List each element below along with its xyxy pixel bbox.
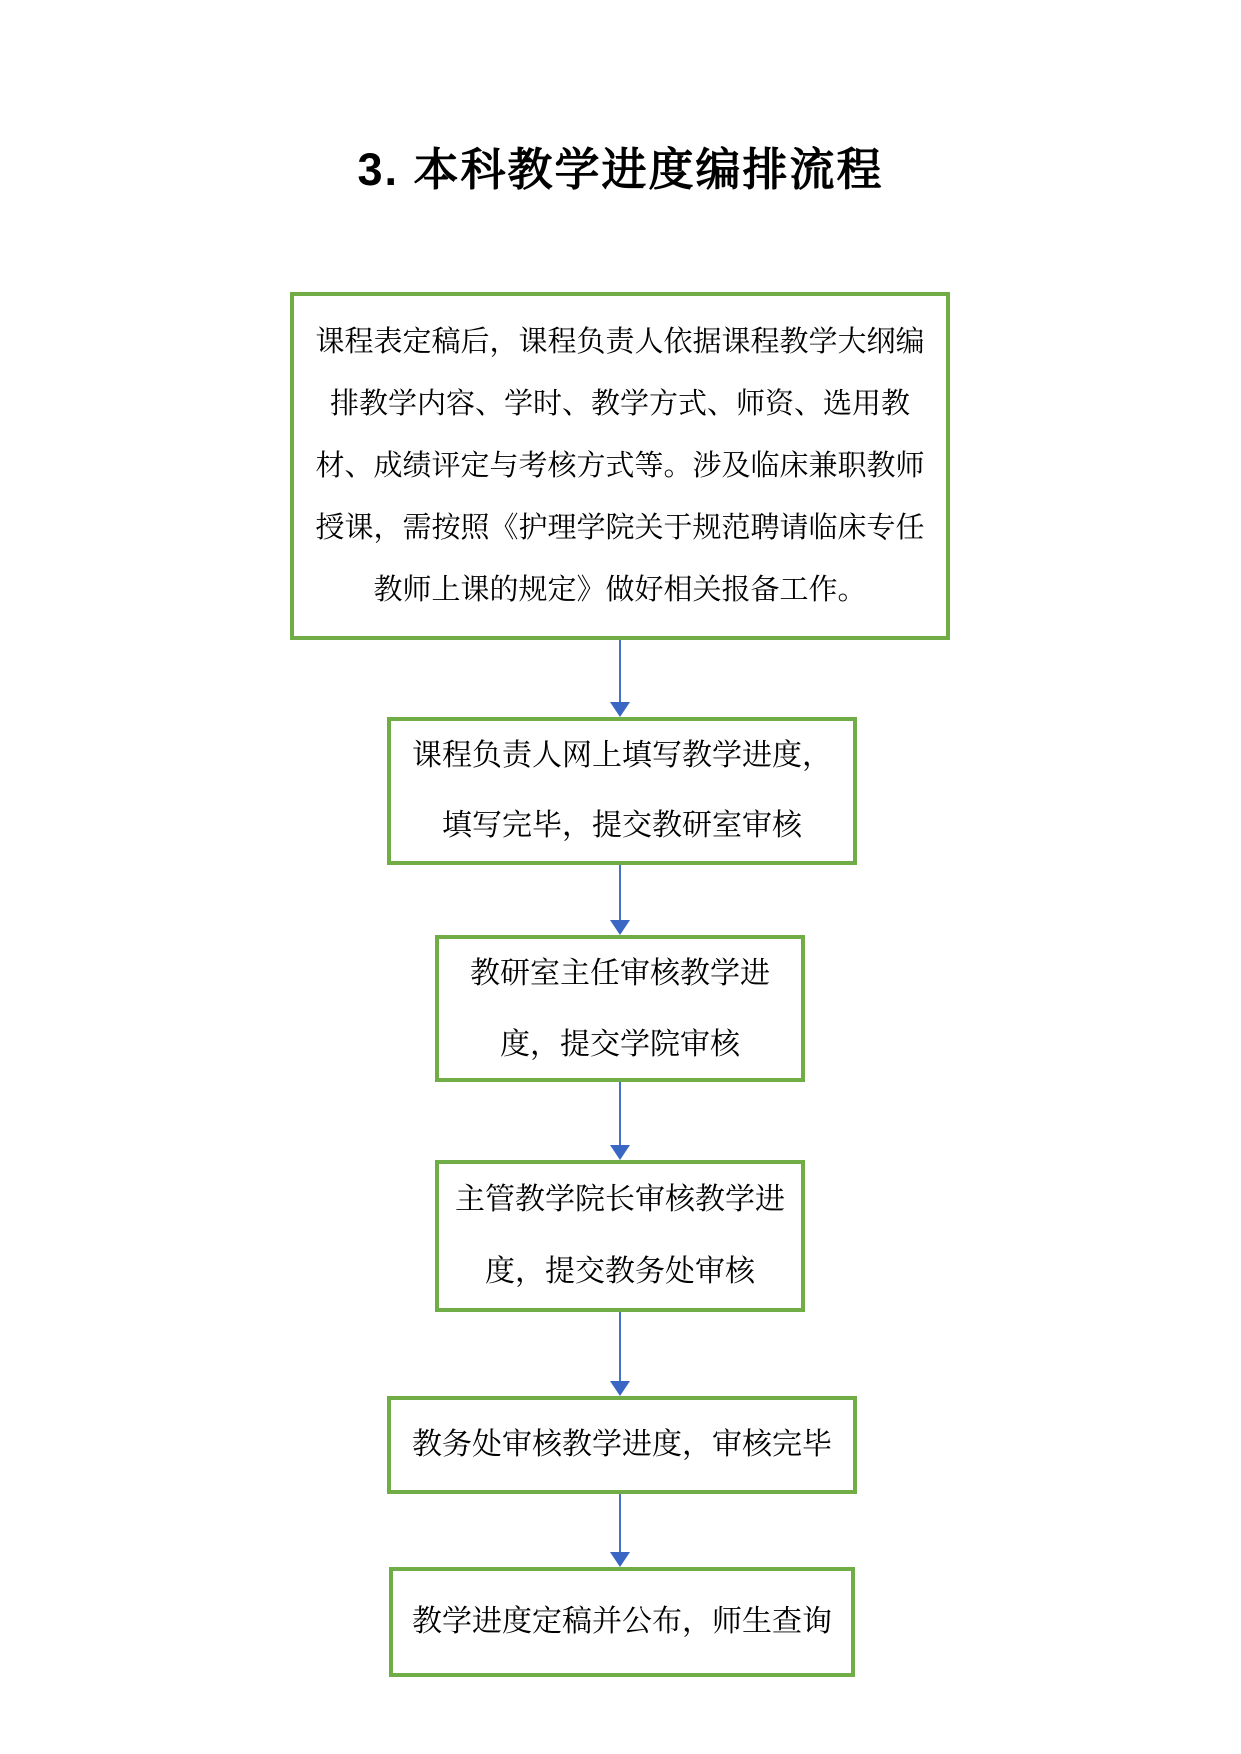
- flow-step-text: 排教学内容、学时、教学方式、师资、选用教: [329, 388, 910, 420]
- arrow-shaft: [619, 1494, 621, 1552]
- flow-step-publish: [389, 1567, 855, 1677]
- flow-step-text: 教研室主任审核教学进: [470, 956, 770, 990]
- down-arrow-icon: [609, 1494, 631, 1567]
- flow-step-text: 度，提交教务处审核: [485, 1255, 755, 1288]
- flow-step-prepare-schedule: [290, 292, 950, 640]
- flow-step-fill-online: [387, 717, 857, 865]
- flow-step-text: 教学进度定稿并公布，师生查询: [412, 1605, 832, 1638]
- flow-step-text: 填写完毕，提交教研室审核: [442, 809, 802, 842]
- flow-step-text: 教务处审核教学进度，审核完毕: [412, 1428, 832, 1461]
- arrow-head: [610, 1381, 630, 1396]
- page-title: 3. 本科教学进度编排流程: [357, 144, 884, 195]
- down-arrow-icon: [609, 640, 631, 717]
- arrow-shaft: [619, 1312, 621, 1381]
- flow-step-text: 度，提交学院审核: [500, 1027, 740, 1061]
- arrow-head: [610, 920, 630, 935]
- flow-step-text: 主管教学院长审核教学进: [455, 1183, 785, 1216]
- down-arrow-icon: [609, 1082, 631, 1160]
- arrow-shaft: [619, 865, 621, 920]
- arrow-shaft: [619, 640, 621, 702]
- flow-step-text: 授课，需按照《护理学院关于规范聘请临床专任: [315, 512, 925, 544]
- arrow-head: [610, 1552, 630, 1567]
- arrow-head: [610, 1145, 630, 1160]
- flow-step-dean-review: [435, 1160, 805, 1312]
- arrow-shaft: [619, 1082, 621, 1145]
- down-arrow-icon: [609, 865, 631, 935]
- arrow-head: [610, 702, 630, 717]
- flow-step-text: 教师上课的规定》做好相关报备工作。: [373, 574, 867, 606]
- flow-step-text: 材、成绩评定与考核方式等。涉及临床兼职教师: [315, 450, 925, 482]
- down-arrow-icon: [609, 1312, 631, 1396]
- flow-step-text: 课程表定稿后，课程负责人依据课程教学大纲编: [315, 326, 925, 358]
- flow-step-text: 课程负责人网上填写教学进度，: [412, 739, 832, 772]
- flow-step-academic-office-review: [387, 1396, 857, 1494]
- flow-step-department-review: [435, 935, 805, 1082]
